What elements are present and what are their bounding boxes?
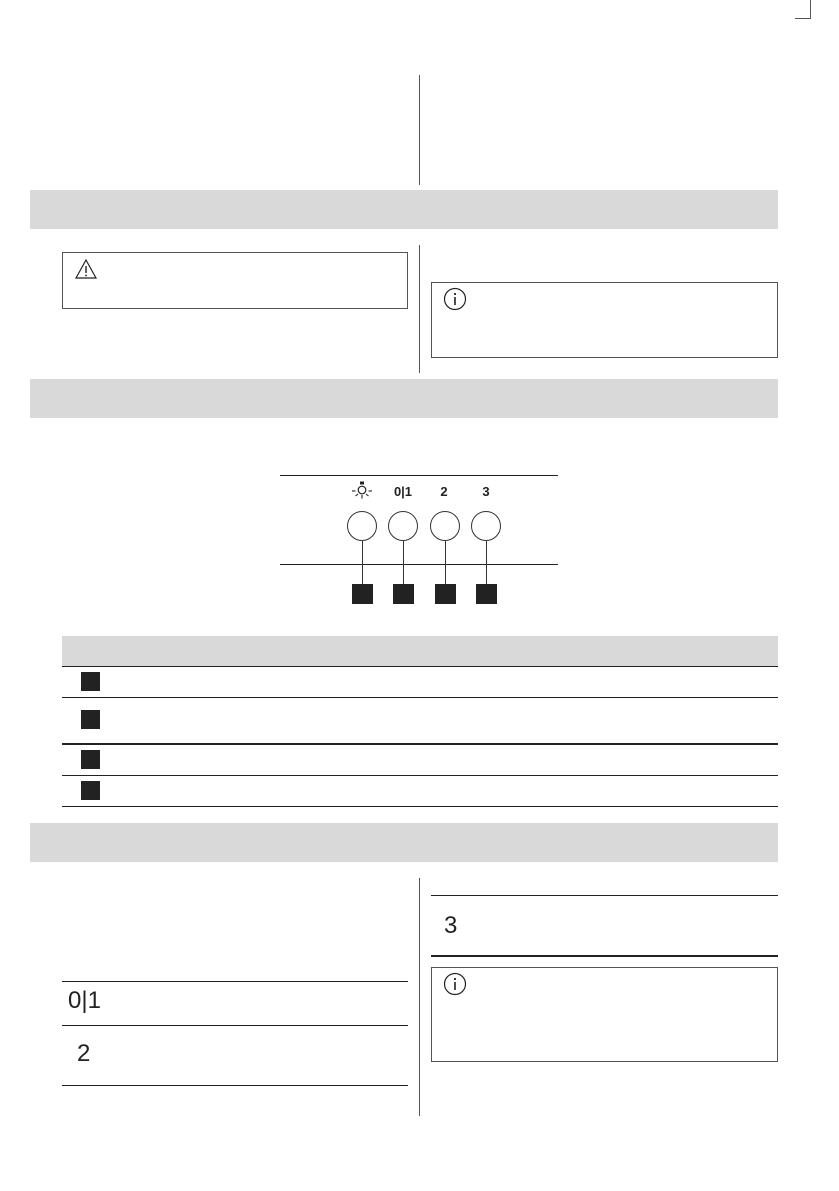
warning-triangle-icon [75, 259, 97, 279]
corner-mark-horizontal [795, 18, 811, 19]
warning-notice [62, 252, 408, 309]
speed-list-rule-bottom [62, 1085, 408, 1086]
speed-3-rule-top [431, 895, 778, 896]
callout-marker-1 [352, 584, 373, 604]
column-divider-top [419, 75, 420, 185]
callout-stem-2 [403, 541, 404, 584]
table-row-rule-2 [62, 743, 778, 745]
on-off-button[interactable] [388, 511, 418, 541]
callout-marker-3 [435, 584, 456, 604]
table-row-marker-2 [81, 710, 100, 729]
table-row-rule-4 [62, 806, 778, 807]
table-row-marker-3 [81, 750, 100, 769]
on-off-symbol: 0|1 [68, 987, 101, 1014]
table-row-marker-4 [81, 781, 100, 800]
speed-3-rule-bottom [431, 955, 778, 957]
speed-3-button[interactable] [471, 511, 501, 541]
column-divider-mid [419, 245, 420, 373]
callout-marker-2 [393, 584, 414, 604]
table-row-rule-1 [62, 697, 778, 698]
corner-mark-vertical [810, 0, 811, 18]
light-bulb-icon [351, 481, 373, 499]
table-row-marker-1 [81, 672, 100, 691]
panel-label-speed-3: 3 [482, 484, 490, 499]
section-header-band-2 [30, 379, 778, 418]
info-notice-2 [431, 967, 778, 1062]
panel-top-line [280, 475, 558, 476]
callout-stem-1 [362, 541, 363, 584]
speed-list-rule-mid [62, 1025, 408, 1026]
callout-stem-4 [486, 541, 487, 584]
speed-2-symbol: 2 [77, 1040, 91, 1067]
speed-2-button[interactable] [430, 511, 460, 541]
table-header [62, 636, 778, 666]
panel-label-on-off: 0|1 [393, 484, 413, 499]
callout-marker-4 [476, 584, 497, 604]
speed-3-symbol: 3 [444, 912, 458, 939]
info-circle-icon [443, 972, 467, 996]
callout-stem-3 [445, 541, 446, 584]
panel-bottom-line [280, 564, 558, 565]
light-button[interactable] [347, 511, 377, 541]
info-notice-1 [431, 282, 778, 358]
table-row-rule-3 [62, 775, 778, 776]
info-circle-icon [443, 287, 467, 311]
column-divider-bottom [419, 878, 420, 1116]
section-header-band-3 [30, 823, 778, 862]
section-header-band-1 [30, 190, 778, 229]
table-header-rule [62, 666, 778, 667]
speed-list-rule-top [62, 981, 408, 982]
panel-label-speed-2: 2 [440, 484, 448, 499]
